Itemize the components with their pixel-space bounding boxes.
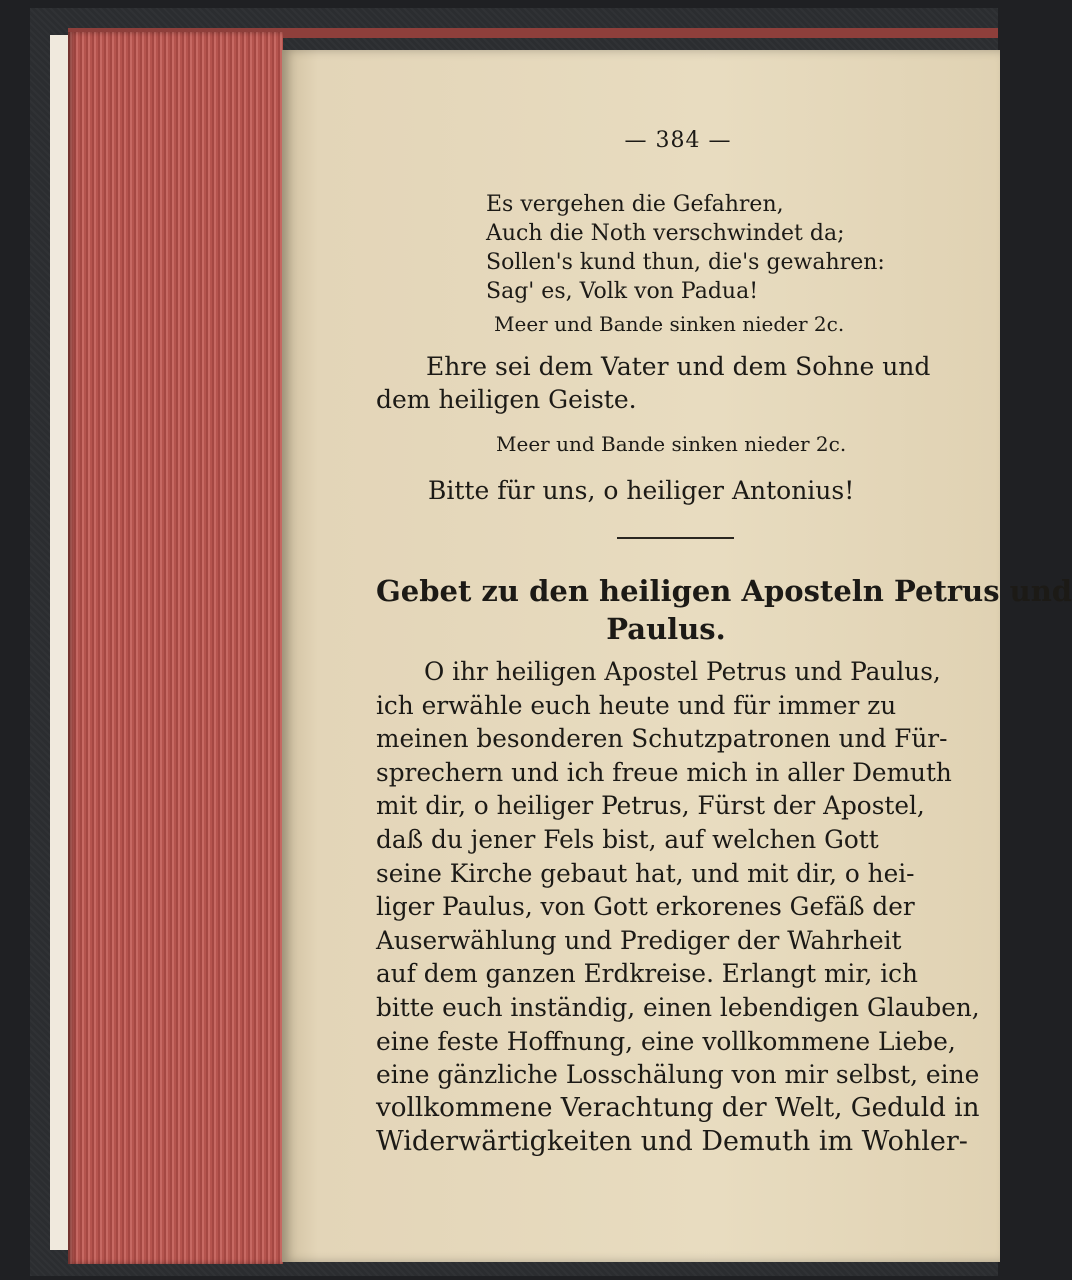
prayer-line: bitte euch inständig, einen lebendigen Glauben, bbox=[376, 992, 980, 1022]
prayer-heading bbox=[376, 572, 1072, 648]
prayer-line: seine Kirche gebaut hat, und mit dir, o hei- bbox=[376, 858, 915, 888]
gloria-line: Ehre sei dem Vater und dem Sohne und bbox=[426, 352, 931, 381]
refrain-1: Meer und Bande sinken nieder 2c. bbox=[494, 312, 845, 336]
heading-line: Gebet zu den heiligen Aposteln Petrus und bbox=[376, 574, 1072, 608]
verse-line: Sollen's kund thun, die's gewahren: bbox=[486, 250, 885, 275]
prayer-line: Widerwärtigkeiten und Demuth im Wohler- bbox=[376, 1126, 968, 1158]
heading-line: Paulus. bbox=[606, 612, 726, 646]
section-divider bbox=[617, 537, 734, 539]
page-edges-red bbox=[68, 32, 283, 1264]
prayer-line: liger Paulus, von Gott erkorenes Gefäß der bbox=[376, 892, 915, 922]
verse-block bbox=[486, 190, 885, 306]
prayer-line: vollkommene Verachtung der Welt, Geduld in bbox=[376, 1092, 980, 1123]
prayer-line: ich erwähle euch heute und für immer zu bbox=[376, 690, 897, 720]
prayer-line: O ihr heiligen Apostel Petrus und Paulus, bbox=[424, 657, 941, 686]
page-number: — 384 — bbox=[624, 128, 732, 153]
verse-line: Auch die Noth verschwindet da; bbox=[486, 221, 845, 246]
prayer-line: daß du jener Fels bist, auf welchen Gott bbox=[376, 824, 879, 854]
prayer-line: meinen besonderen Schutzpatronen und Für- bbox=[376, 724, 948, 754]
verse-line: Sag' es, Volk von Padua! bbox=[486, 279, 759, 304]
prayer-line: eine gänzliche Losschälung von mir selbst, eine bbox=[376, 1060, 980, 1090]
refrain-2: Meer und Bande sinken nieder 2c. bbox=[496, 432, 847, 456]
prayer-line: mit dir, o heiliger Petrus, Fürst der Apostel, bbox=[376, 791, 925, 821]
gloria-line: dem heiligen Geiste. bbox=[376, 385, 637, 414]
prayer-line: Auserwählung und Prediger der Wahrheit bbox=[376, 925, 902, 955]
verse-line: Es vergehen die Gefahren, bbox=[486, 192, 784, 217]
prayer-line: sprechern und ich freue mich in aller Demuth bbox=[376, 757, 952, 787]
petition-line: Bitte für uns, o heiliger Antonius! bbox=[428, 476, 855, 505]
prayer-body bbox=[376, 655, 980, 1159]
prayer-line: eine feste Hoffnung, eine vollkommene Liebe, bbox=[376, 1026, 956, 1056]
prayer-line: auf dem ganzen Erdkreise. Erlangt mir, ich bbox=[376, 959, 918, 989]
petition bbox=[428, 474, 854, 507]
gloria-paragraph bbox=[376, 350, 966, 416]
